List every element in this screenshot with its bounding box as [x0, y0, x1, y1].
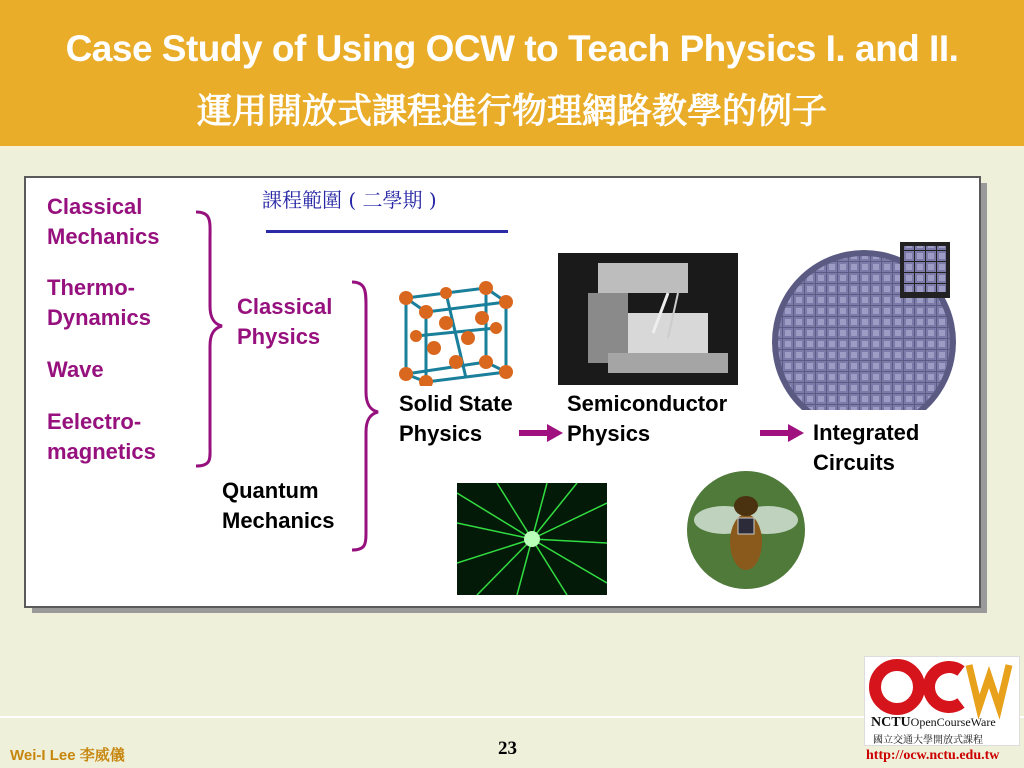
site-url[interactable]: http://ocw.nctu.edu.tw: [866, 748, 1000, 763]
classical-physics-label: Classical Physics: [237, 294, 333, 349]
author-credit: Wei-I Lee 李威儀: [10, 747, 125, 764]
arrow-solid-to-semiconductor: [519, 424, 563, 442]
laser-beams-photo: [457, 483, 607, 595]
topic-thermodynamics: Thermo- Dynamics: [47, 275, 151, 330]
left-brace: [196, 212, 222, 466]
integrated-circuits-label: Integrated Circuits: [813, 420, 920, 475]
logo-wordmark: NCTUOpenCourseWare: [871, 715, 996, 730]
logo-subtitle: 國立交通大學開放式課程: [873, 735, 983, 746]
right-brace: [352, 282, 378, 550]
semiconductor-physics-label: Semiconductor Physics: [567, 391, 728, 446]
topic-classical-mechanics: Classical Mechanics: [47, 194, 160, 249]
quantum-mechanics-label: Quantum Mechanics: [222, 478, 335, 533]
topic-wave: Wave: [47, 357, 104, 382]
slide-title-english: Case Study of Using OCW to Teach Physics I. and II.: [65, 28, 959, 69]
solid-state-physics-label: Solid State Physics: [399, 391, 513, 446]
silicon-wafer-image: [772, 240, 982, 410]
slide-title-chinese: 運用開放式課程進行物理網路教學的例子: [196, 91, 827, 132]
crystal-lattice-image: [386, 278, 526, 386]
semiconductor-probe-photo: [558, 253, 738, 385]
arrow-semiconductor-to-ic: [760, 424, 804, 442]
topic-electromagnetics: Eelectro- magnetics: [47, 409, 156, 464]
bee-with-chip-image: [684, 470, 808, 590]
nctu-ocw-logo: [864, 656, 1020, 746]
course-scope-label: 課程範圍 ( 二學期 ): [262, 188, 437, 212]
page-number: 23: [498, 738, 517, 759]
